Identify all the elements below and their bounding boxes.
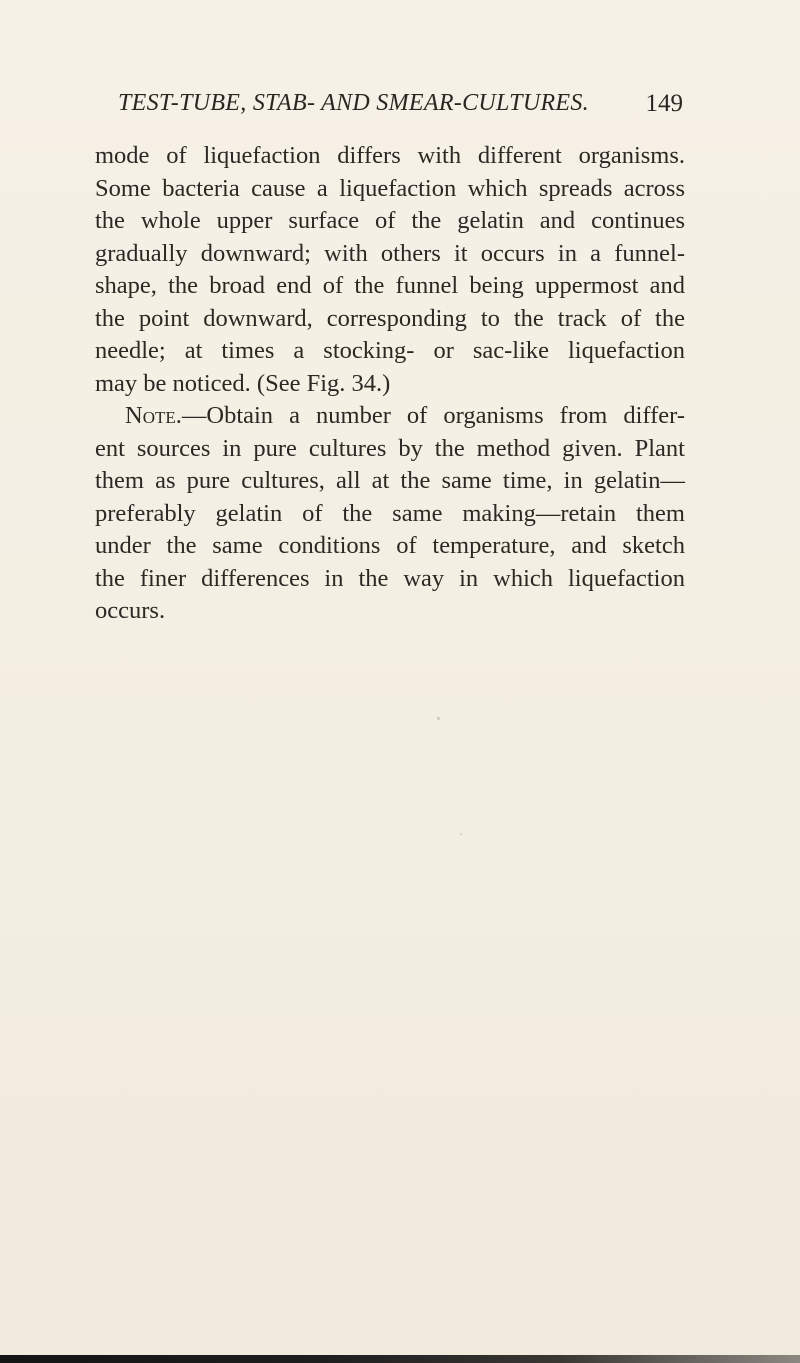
text-line-rest: —Obtain a number of organisms from differ- [181, 402, 685, 429]
paragraph-liquefaction [95, 140, 685, 400]
text-line: may be noticed. (See Fig. 34.) [95, 369, 391, 397]
text-line: the whole upper surface of the gelatin and continues [95, 207, 685, 234]
text-line: needle; at times a stocking- or sac-like liquefaction [95, 337, 685, 364]
text-line: gradually downward; with others it occurs in a funnel- [95, 239, 685, 267]
text-line: the finer differences in the way in which liquefaction [95, 564, 685, 592]
text-line: preferably gelatin of the same making—retain them [95, 499, 685, 527]
paragraph-note [95, 400, 685, 628]
text-line-note [95, 400, 685, 433]
text-line: under the same conditions of temperature, and sketch [95, 532, 685, 559]
text-line: them as pure cultures, all at the same time, in gelatin— [95, 467, 685, 494]
paper-speck [437, 717, 440, 720]
running-head [118, 90, 683, 130]
text-line: occurs. [95, 597, 166, 624]
page-edge-shadow [0, 1355, 800, 1363]
text-line: the point downward, corresponding to the track of the [95, 304, 685, 332]
running-title: TEST-TUBE, STAB- AND SMEAR-CULTURES. [118, 90, 589, 116]
note-label: Note. [125, 402, 182, 429]
text-line: shape, the broad end of the funnel being uppermost and [95, 272, 685, 299]
paper-speck [460, 833, 462, 835]
text-line: Some bacteria cause a liquefaction which spreads across [95, 174, 685, 202]
text-line: ent sources in pure cultures by the method given. Plant [95, 434, 685, 462]
page-number: 149 [645, 90, 683, 117]
text-line: mode of liquefaction differs with different organisms. [95, 142, 685, 169]
